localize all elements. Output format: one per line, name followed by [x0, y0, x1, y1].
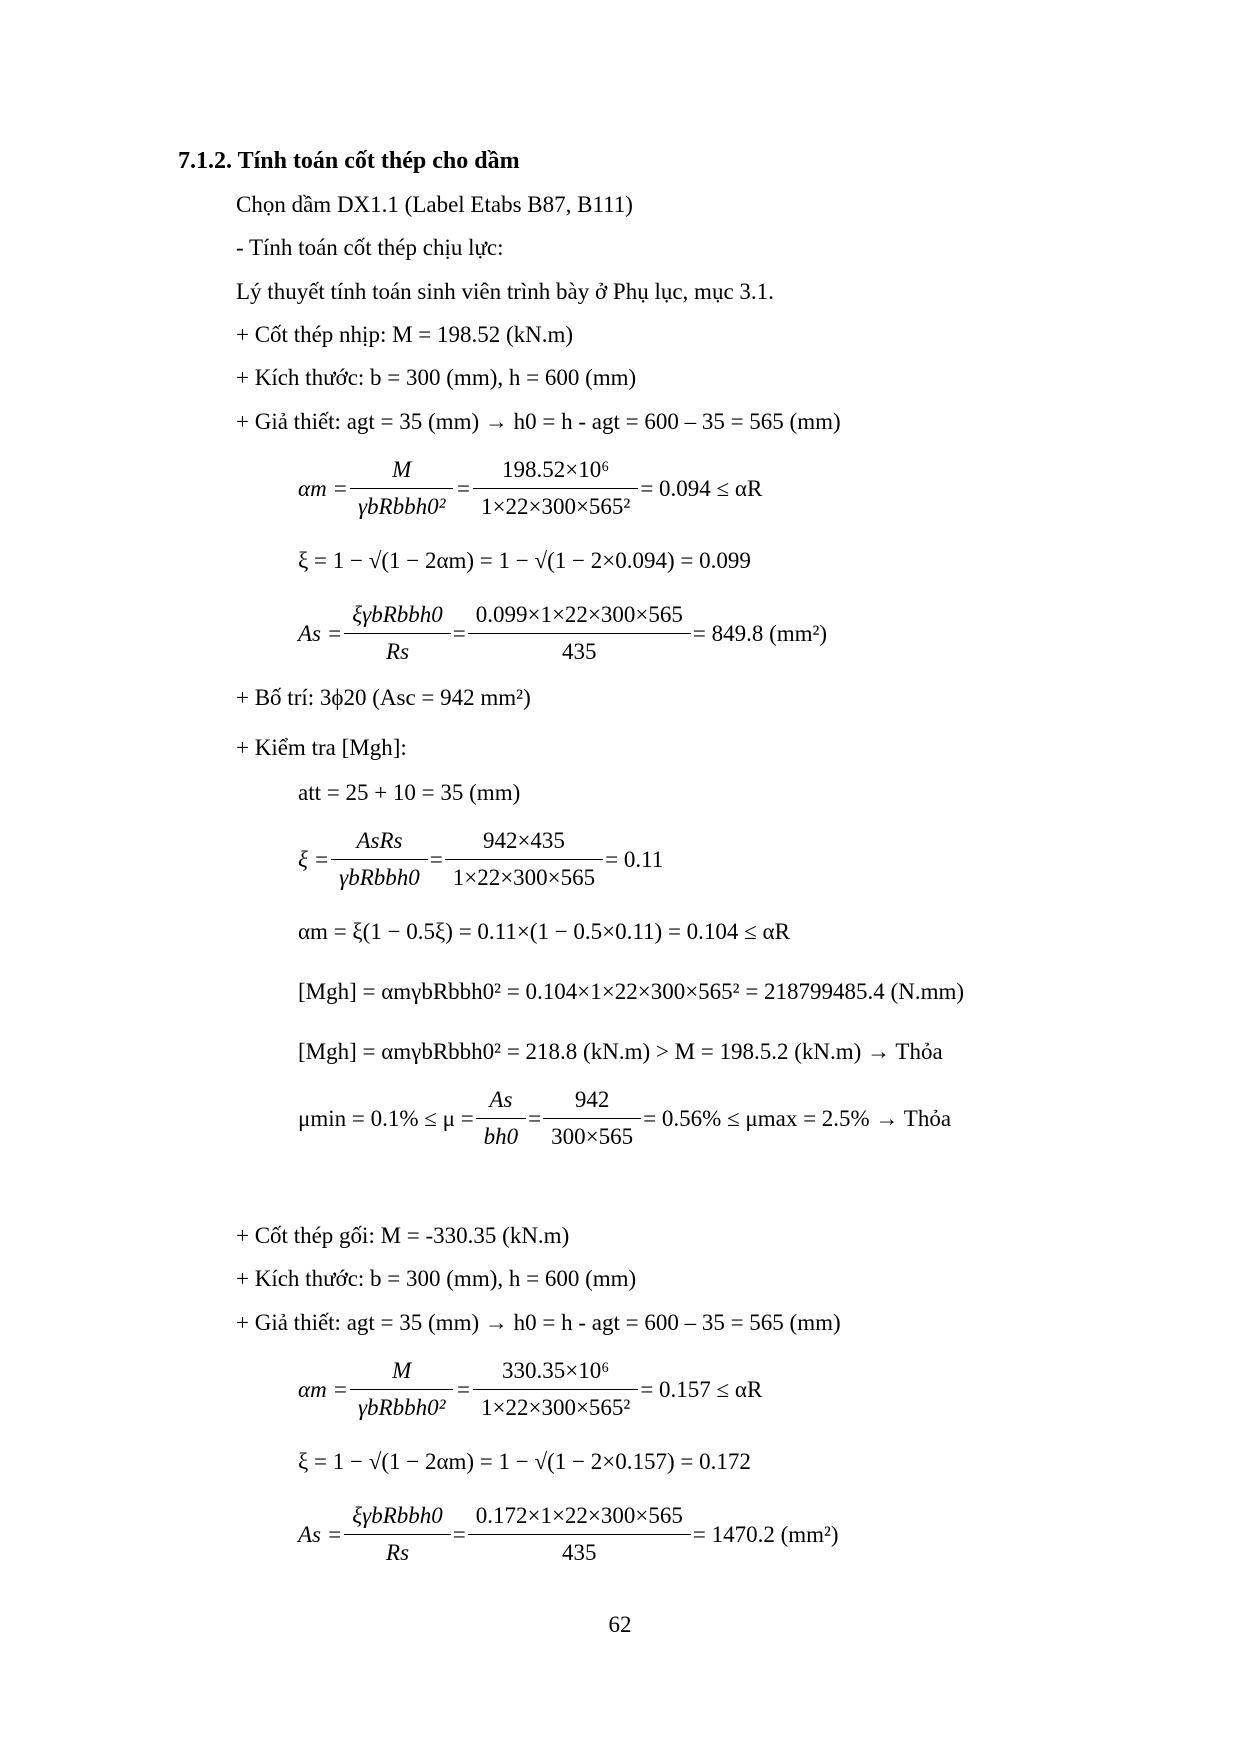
fraction	[449, 826, 599, 893]
denominator: 1×22×300×565²	[473, 1389, 638, 1423]
span-alpha-m2-eq: αm = ξ(1 − 0.5ξ) = 0.11×(1 − 0.5×0.11) = 0.104 ≤ αR	[298, 919, 790, 944]
span-xi2-eq	[298, 826, 663, 893]
eq-rhs: = 0.094 ≤ αR	[640, 475, 763, 501]
span-mu-eq	[298, 1085, 951, 1152]
numerator: 330.35×10⁶	[502, 1358, 610, 1383]
denominator: Rs	[344, 1534, 450, 1568]
equals: =	[429, 846, 443, 872]
equals: =	[455, 475, 471, 501]
equals: =	[452, 620, 466, 646]
denominator: γbRbbh0²	[350, 488, 454, 522]
eq-rhs: = 1470.2 (mm²)	[692, 1521, 839, 1547]
denominator: bh0	[476, 1118, 527, 1152]
span-check: + Kiểm tra [Mgh]:	[236, 735, 407, 760]
denominator: 1×22×300×565	[445, 859, 603, 893]
denominator: γbRbbh0	[331, 859, 428, 893]
fraction	[477, 1356, 634, 1423]
numerator: 0.099×1×22×300×565	[475, 602, 683, 627]
support-size: + Kích thước: b = 300 (mm), h = 600 (mm)	[236, 1266, 637, 1291]
numerator: 942	[574, 1087, 610, 1112]
beam-choice: Chọn dầm DX1.1 (Label Etabs B87, B111)	[236, 192, 633, 217]
span-as-eq	[298, 600, 827, 667]
numerator: As	[489, 1087, 513, 1112]
support-alpha-m-eq	[298, 1356, 762, 1423]
span-assume: + Giả thiết: agt = 35 (mm) → h0 = h - agt = 600 – 35 = 565 (mm)	[236, 409, 841, 434]
fraction	[348, 600, 446, 667]
numerator: M	[392, 1358, 412, 1383]
support-assume: + Giả thiết: agt = 35 (mm) → h0 = h - agt = 600 – 35 = 565 (mm)	[236, 1310, 841, 1335]
eq-lhs: ξ =	[298, 846, 330, 872]
eq-rhs: = 0.56% ≤ μmax = 2.5% → Thỏa	[643, 1105, 952, 1131]
equals: =	[452, 1521, 466, 1547]
theory-line: Lý thuyết tính toán sinh viên trình bày ở Phụ lục, mục 3.1.	[236, 279, 774, 304]
support-as-eq	[298, 1501, 839, 1568]
fraction	[335, 826, 424, 893]
span-mgh2-eq: [Mgh] = αmγbRbbh0² = 218.8 (kN.m) > M = 198.5.2 (kN.m) → Thỏa	[298, 1039, 943, 1064]
fraction	[547, 1085, 637, 1152]
numerator: AsRs	[356, 828, 403, 853]
denominator: γbRbbh0²	[350, 1389, 454, 1423]
fraction	[477, 455, 634, 522]
page-number: 62	[608, 1612, 632, 1637]
eq-rhs: = 849.8 (mm²)	[692, 620, 828, 646]
fraction	[472, 600, 687, 667]
denominator: 1×22×300×565²	[473, 488, 638, 522]
eq-rhs: = 0.157 ≤ αR	[640, 1376, 763, 1402]
fraction	[472, 1501, 687, 1568]
span-alpha-m-eq	[298, 455, 762, 522]
fraction	[354, 455, 450, 522]
eq-lhs: μmin = 0.1% ≤ μ =	[298, 1105, 474, 1131]
denominator: 300×565	[543, 1118, 641, 1152]
section-heading: 7.1.2. Tính toán cốt thép cho dầm	[178, 148, 520, 174]
span-layout: + Bố trí: 3ϕ20 (Asc = 942 mm²)	[236, 685, 531, 710]
denominator: 435	[468, 633, 691, 667]
eq-lhs: αm =	[298, 475, 348, 501]
eq-lhs: αm =	[298, 1376, 348, 1402]
span-size: + Kích thước: b = 300 (mm), h = 600 (mm)	[236, 365, 637, 390]
equals: =	[528, 1105, 542, 1131]
span-xi-eq: ξ = 1 − √(1 − 2αm) = 1 − √(1 − 2×0.094) = 0.099	[298, 548, 751, 573]
span-moment: + Cốt thép nhịp: M = 198.52 (kN.m)	[236, 322, 574, 347]
denominator: Rs	[344, 633, 450, 667]
eq-lhs: As =	[298, 1521, 343, 1547]
eq-lhs: As =	[298, 620, 343, 646]
numerator: ξγbRbbh0	[352, 1503, 443, 1528]
numerator: 198.52×10⁶	[502, 457, 610, 482]
numerator: 0.172×1×22×300×565	[475, 1503, 683, 1528]
support-xi-eq: ξ = 1 − √(1 − 2αm) = 1 − √(1 − 2×0.157) = 0.172	[298, 1449, 751, 1474]
support-moment: + Cốt thép gối: M = -330.35 (kN.m)	[236, 1223, 570, 1248]
numerator: M	[392, 457, 412, 482]
span-mgh1-eq: [Mgh] = αmγbRbbh0² = 0.104×1×22×300×565² = 218799485.4 (N.mm)	[298, 979, 965, 1004]
equals: =	[455, 1376, 471, 1402]
denominator: 435	[468, 1534, 691, 1568]
span-att-eq: att = 25 + 10 = 35 (mm)	[298, 780, 521, 805]
fraction	[354, 1356, 450, 1423]
eq-rhs: = 0.11	[605, 846, 664, 872]
fraction	[480, 1085, 523, 1152]
numerator: 942×435	[482, 828, 565, 853]
fraction	[348, 1501, 446, 1568]
task-line: - Tính toán cốt thép chịu lực:	[236, 235, 504, 260]
numerator: ξγbRbbh0	[352, 602, 443, 627]
